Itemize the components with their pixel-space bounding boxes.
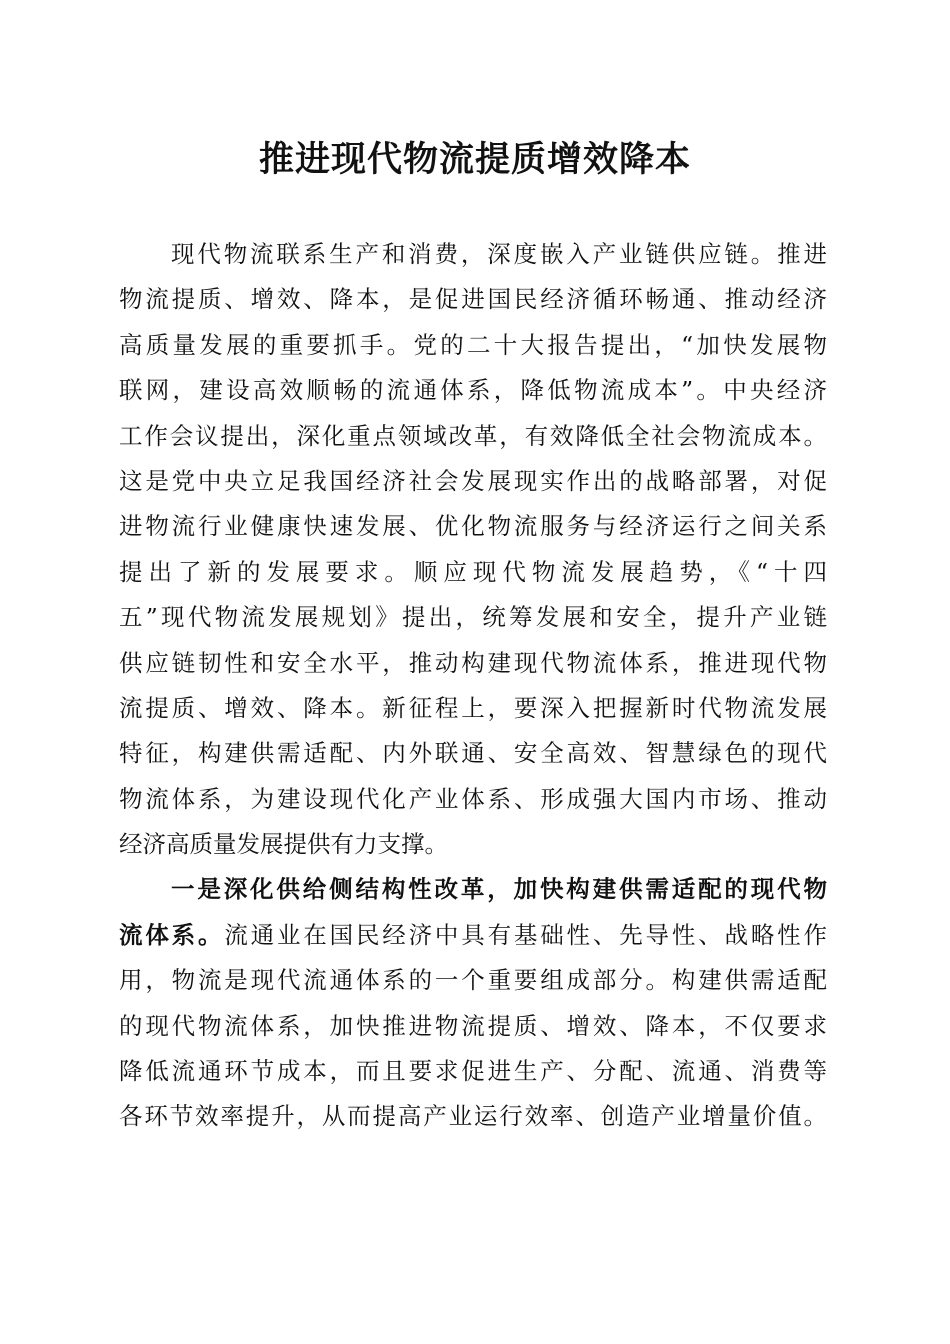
paragraph-line: 联网，建设高效顺畅的流通体系，降低物流成本”。中央经济 xyxy=(119,376,827,405)
paragraph-line: 进物流行业健康快速发展、优化物流服务与经济运行之间关系 xyxy=(119,512,827,541)
paragraph-line: 工作会议提出，深化重点领域改革，有效降低全社会物流成本。 xyxy=(119,421,827,450)
paragraph-line: 提出了新的发展要求。顺应现代物流发展趋势，《“十四 xyxy=(119,557,827,586)
paragraph-1 xyxy=(119,232,827,867)
paragraph-line xyxy=(119,913,827,958)
paragraph-line: 特征，构建供需适配、内外联通、安全高效、智慧绿色的现代 xyxy=(119,739,827,768)
paragraph-line: 各环节效率提升，从而提高产业运行效率、创造产业增量价值。 xyxy=(119,1102,827,1131)
document-title: 推进现代物流提质增效降本 xyxy=(258,139,691,180)
paragraph-line: 五”现代物流发展规划》提出，统筹发展和安全，提升产业链 xyxy=(119,603,827,632)
paragraph-line: 用，物流是现代流通体系的一个重要组成部分。构建供需适配 xyxy=(119,966,827,995)
paragraph-line: 高质量发展的重要抓手。党的二十大报告提出，“加快发展物 xyxy=(119,330,827,359)
paragraph-line: 经济高质量发展提供有力支撑。 xyxy=(119,830,448,859)
paragraph-line-rest: 流通业在国民经济中具有基础性、先导性、战略性作 xyxy=(224,920,828,949)
paragraph-lead-heading-end: 流体系。 xyxy=(119,920,225,949)
paragraph-line: 物流提质、增效、降本，是促进国民经济循环畅通、推动经济 xyxy=(119,285,827,314)
paragraph-line: 现代物流联系生产和消费，深度嵌入产业链供应链。推进 xyxy=(171,240,827,268)
paragraph-line: 的现代物流体系，加快推进物流提质、增效、降本，不仅要求 xyxy=(119,1011,827,1040)
paragraph-line: 供应链韧性和安全水平，推动构建现代物流体系，推进现代物 xyxy=(119,648,827,677)
paragraph-2 xyxy=(119,867,827,1139)
paragraph-lead-heading: 一是深化供给侧结构性改革，加快构建供需适配的现代物 xyxy=(171,875,827,904)
paragraph-line: 流提质、增效、降本。新征程上，要深入把握新时代物流发展 xyxy=(119,693,827,722)
paragraph-line: 这是党中央立足我国经济社会发展现实作出的战略部署，对促 xyxy=(119,466,827,495)
paragraph-line: 物流体系，为建设现代化产业体系、形成强大国内市场、推动 xyxy=(119,784,827,813)
paragraph-line: 降低流通环节成本，而且要求促进生产、分配、流通、消费等 xyxy=(119,1057,827,1086)
document-body xyxy=(119,232,827,1140)
